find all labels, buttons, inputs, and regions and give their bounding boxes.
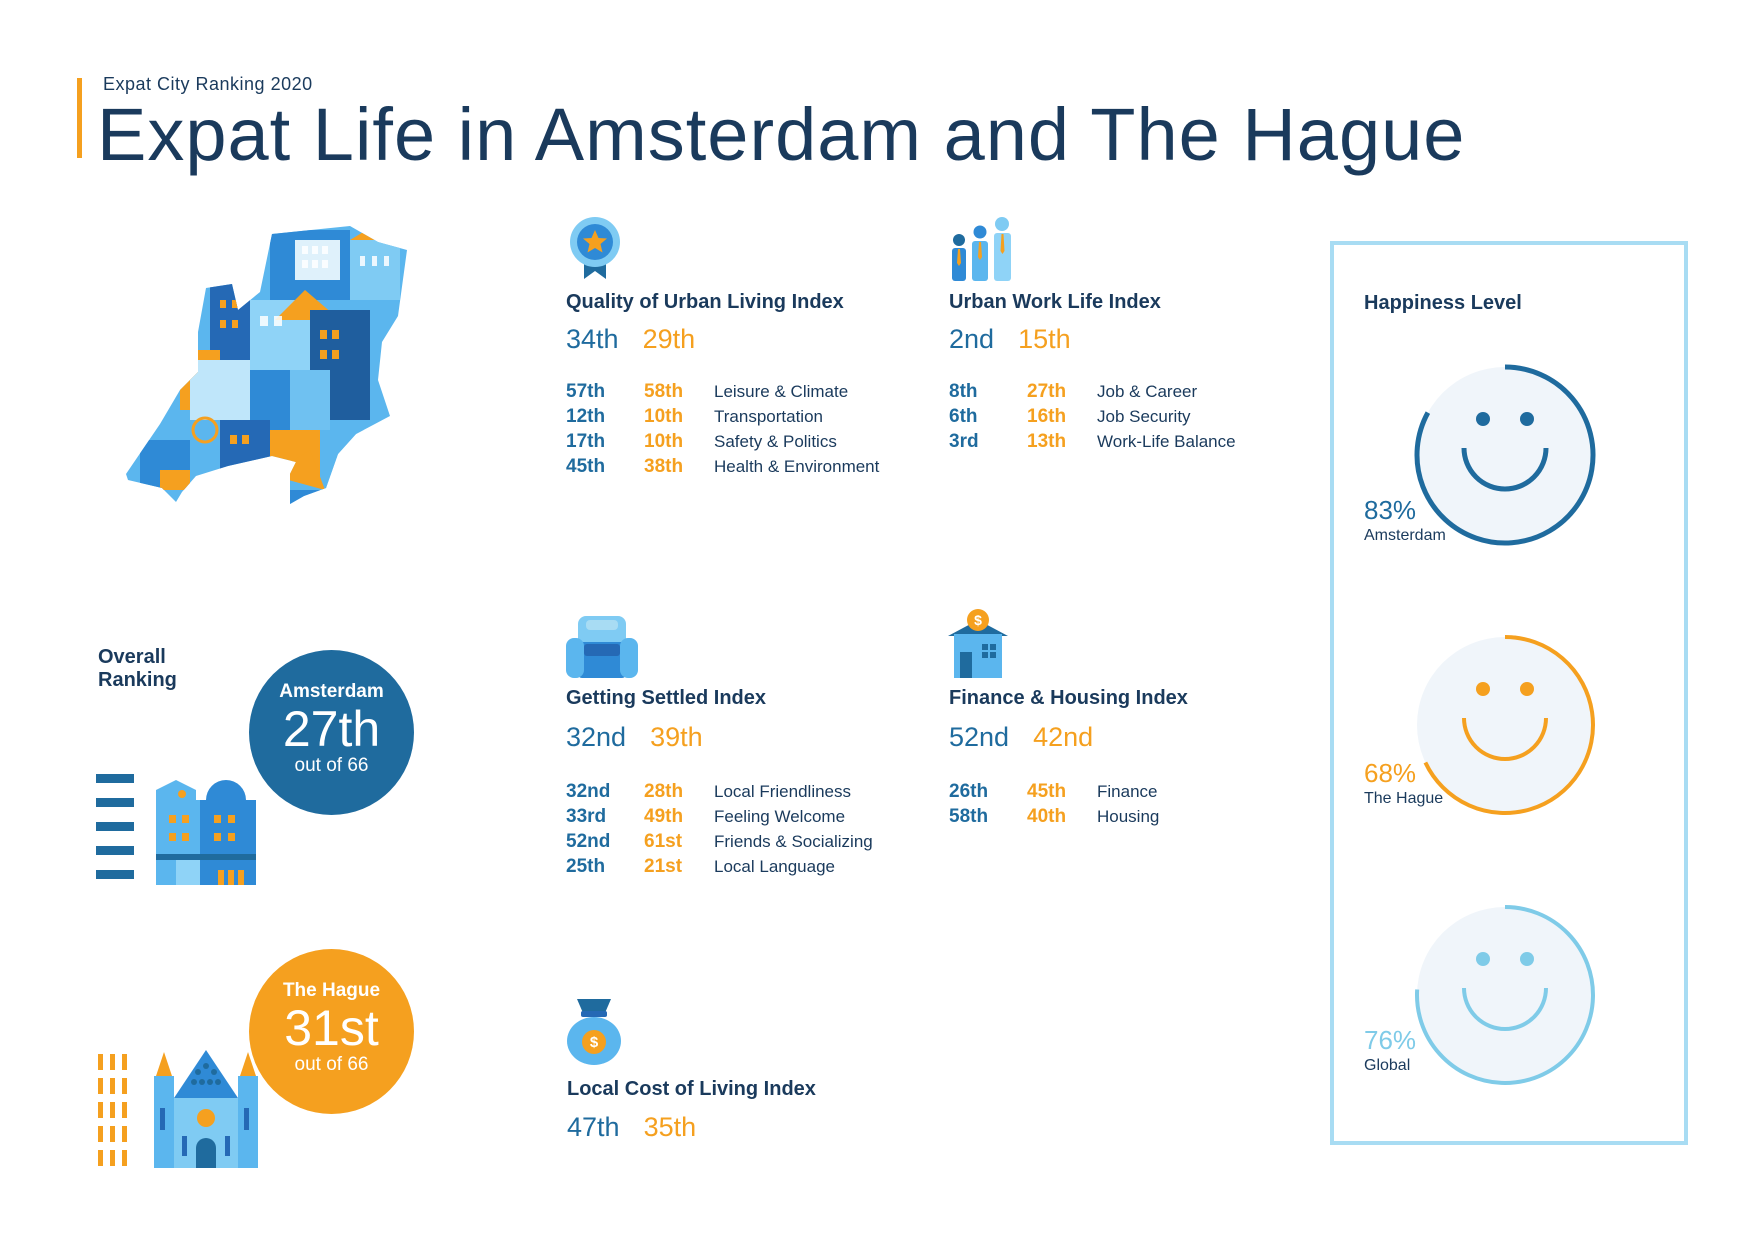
- svg-text:$: $: [974, 612, 982, 628]
- amsterdam-subrank: 52nd: [566, 830, 611, 852]
- subrank-label: Health & Environment: [714, 456, 880, 476]
- finance-row: [949, 804, 1159, 829]
- overall-label-line1: Overall: [98, 646, 166, 668]
- subrank-label: Leisure & Climate: [714, 381, 849, 401]
- global-smiley-gauge: [1410, 900, 1600, 1090]
- finance-index-ranks: [949, 722, 1117, 753]
- amsterdam-subrank: 33rd: [566, 805, 607, 827]
- medal-star-icon: [566, 215, 624, 281]
- quality-index-ranks: [566, 324, 719, 355]
- work-row: [949, 429, 1236, 454]
- work-row: [949, 404, 1236, 429]
- finance-hague-rank: 42nd: [1033, 722, 1094, 752]
- hague-badge-city: The Hague: [282, 980, 381, 1001]
- smiley-eye: [1476, 412, 1490, 426]
- hague-happiness-pct: 68%: [1364, 758, 1417, 788]
- hague-subrank: 61st: [644, 830, 683, 852]
- quality-hague-rank: 29th: [642, 324, 696, 354]
- subrank-label: Transportation: [714, 406, 823, 426]
- armchair-icon: [564, 614, 640, 680]
- work-hague-rank: 15th: [1018, 324, 1071, 354]
- amsterdam-subrank: 57th: [566, 380, 606, 402]
- amsterdam-subrank: 45th: [566, 455, 606, 477]
- subrank-label: Safety & Politics: [714, 431, 837, 451]
- amsterdam-happiness-pct: 83%: [1364, 495, 1417, 525]
- hague-happiness-label: The Hague: [1364, 790, 1444, 807]
- money-bag-icon: [565, 997, 623, 1065]
- hague-subrank: 49th: [644, 805, 684, 827]
- subrank-label: Job Security: [1097, 406, 1191, 426]
- subrank-label: Local Friendliness: [714, 781, 852, 801]
- finance-subrankings: [949, 779, 1159, 829]
- global-happiness-pct: 76%: [1364, 1025, 1417, 1055]
- header-accent-bar: [77, 78, 82, 158]
- subrank-label: Finance: [1097, 781, 1158, 801]
- hague-subrank: 40th: [1027, 805, 1067, 827]
- hague-subrank: 28th: [644, 780, 684, 802]
- smiley-eye: [1520, 952, 1534, 966]
- hague-subrank: 10th: [644, 405, 684, 427]
- workers-icon: [950, 217, 1016, 281]
- work-index-title: Urban Work Life Index: [949, 291, 1161, 313]
- subrank-label: Housing: [1097, 806, 1160, 826]
- amsterdam-badge-rank: 27th: [282, 701, 381, 757]
- settled-row: [566, 779, 873, 804]
- hague-overall-badge: [249, 949, 414, 1114]
- page-subtitle: Expat City Ranking 2020: [103, 74, 313, 94]
- subrank-label: Work-Life Balance: [1097, 431, 1236, 451]
- netherlands-map-illustration: [120, 220, 420, 550]
- smiley-eye: [1520, 412, 1534, 426]
- hague-badge-rank: 31st: [284, 1000, 379, 1056]
- svg-text:$: $: [589, 1034, 599, 1051]
- work-row: [949, 379, 1236, 404]
- settled-row: [566, 804, 873, 829]
- amsterdam-subrank: 6th: [949, 405, 978, 427]
- house-coin-icon: [946, 606, 1010, 678]
- settled-row: [566, 854, 873, 879]
- amsterdam-subrank: 32nd: [566, 780, 611, 802]
- settled-index-title: Getting Settled Index: [566, 687, 767, 709]
- smiley-eye: [1476, 952, 1490, 966]
- settled-hague-rank: 39th: [650, 722, 703, 752]
- cost-index-ranks: [567, 1112, 720, 1143]
- hague-subrank: 10th: [644, 430, 684, 452]
- global-happiness-label: Global: [1364, 1057, 1411, 1074]
- work-amsterdam-rank: 2nd: [949, 324, 995, 354]
- finance-index-title: Finance & Housing Index: [949, 687, 1188, 709]
- quality-row: [566, 379, 879, 404]
- quality-index-title: Quality of Urban Living Index: [566, 291, 844, 313]
- amsterdam-smiley-gauge: [1410, 360, 1600, 550]
- page-title: Expat Life in Amsterdam and The Hague: [97, 93, 1466, 176]
- happiness-title: Happiness Level: [1364, 292, 1522, 314]
- amsterdam-subrank: 8th: [949, 380, 978, 402]
- amsterdam-subrank: 17th: [566, 430, 606, 452]
- amsterdam-badge-city: Amsterdam: [279, 681, 384, 702]
- amsterdam-subrank: 58th: [949, 805, 989, 827]
- amsterdam-houses-illustration: [96, 770, 261, 885]
- settled-row: [566, 829, 873, 854]
- amsterdam-badge-outof: out of 66: [294, 755, 369, 776]
- hague-subrank: 13th: [1027, 430, 1067, 452]
- amsterdam-happiness-label: Amsterdam: [1364, 527, 1446, 544]
- work-subrankings: [949, 379, 1236, 454]
- hague-subrank: 38th: [644, 455, 684, 477]
- smiley-eye: [1520, 682, 1534, 696]
- amsterdam-subrank: 12th: [566, 405, 606, 427]
- cost-index-title: Local Cost of Living Index: [567, 1078, 816, 1100]
- settled-amsterdam-rank: 32nd: [566, 722, 627, 752]
- work-index-ranks: [949, 324, 1095, 355]
- quality-row: [566, 404, 879, 429]
- subrank-label: Feeling Welcome: [714, 806, 846, 826]
- hague-subrank: 58th: [644, 380, 684, 402]
- subrank-label: Friends & Socializing: [714, 831, 873, 851]
- hague-subrank: 16th: [1027, 405, 1067, 427]
- quality-row: [566, 454, 879, 479]
- amsterdam-overall-badge: [249, 650, 414, 815]
- hague-subrank: 27th: [1027, 380, 1067, 402]
- hague-badge-outof: out of 66: [294, 1054, 369, 1075]
- overall-ranking-label: [98, 646, 177, 692]
- finance-amsterdam-rank: 52nd: [949, 722, 1010, 752]
- amsterdam-subrank: 3rd: [949, 430, 979, 452]
- amsterdam-subrank: 25th: [566, 855, 606, 877]
- hague-subrank: 21st: [644, 855, 683, 877]
- finance-row: [949, 779, 1159, 804]
- cost-hague-rank: 35th: [643, 1112, 697, 1142]
- settled-index-ranks: [566, 722, 727, 753]
- hague-subrank: 45th: [1027, 780, 1067, 802]
- quality-row: [566, 429, 879, 454]
- quality-amsterdam-rank: 34th: [566, 324, 619, 354]
- overall-label-line2: Ranking: [98, 669, 177, 691]
- quality-subrankings: [566, 379, 879, 479]
- subrank-label: Local Language: [714, 856, 836, 876]
- settled-subrankings: [566, 779, 873, 879]
- hague-building-illustration: [96, 1048, 261, 1168]
- smiley-eye: [1476, 682, 1490, 696]
- cost-amsterdam-rank: 47th: [567, 1112, 620, 1142]
- subrank-label: Job & Career: [1097, 381, 1198, 401]
- amsterdam-subrank: 26th: [949, 780, 989, 802]
